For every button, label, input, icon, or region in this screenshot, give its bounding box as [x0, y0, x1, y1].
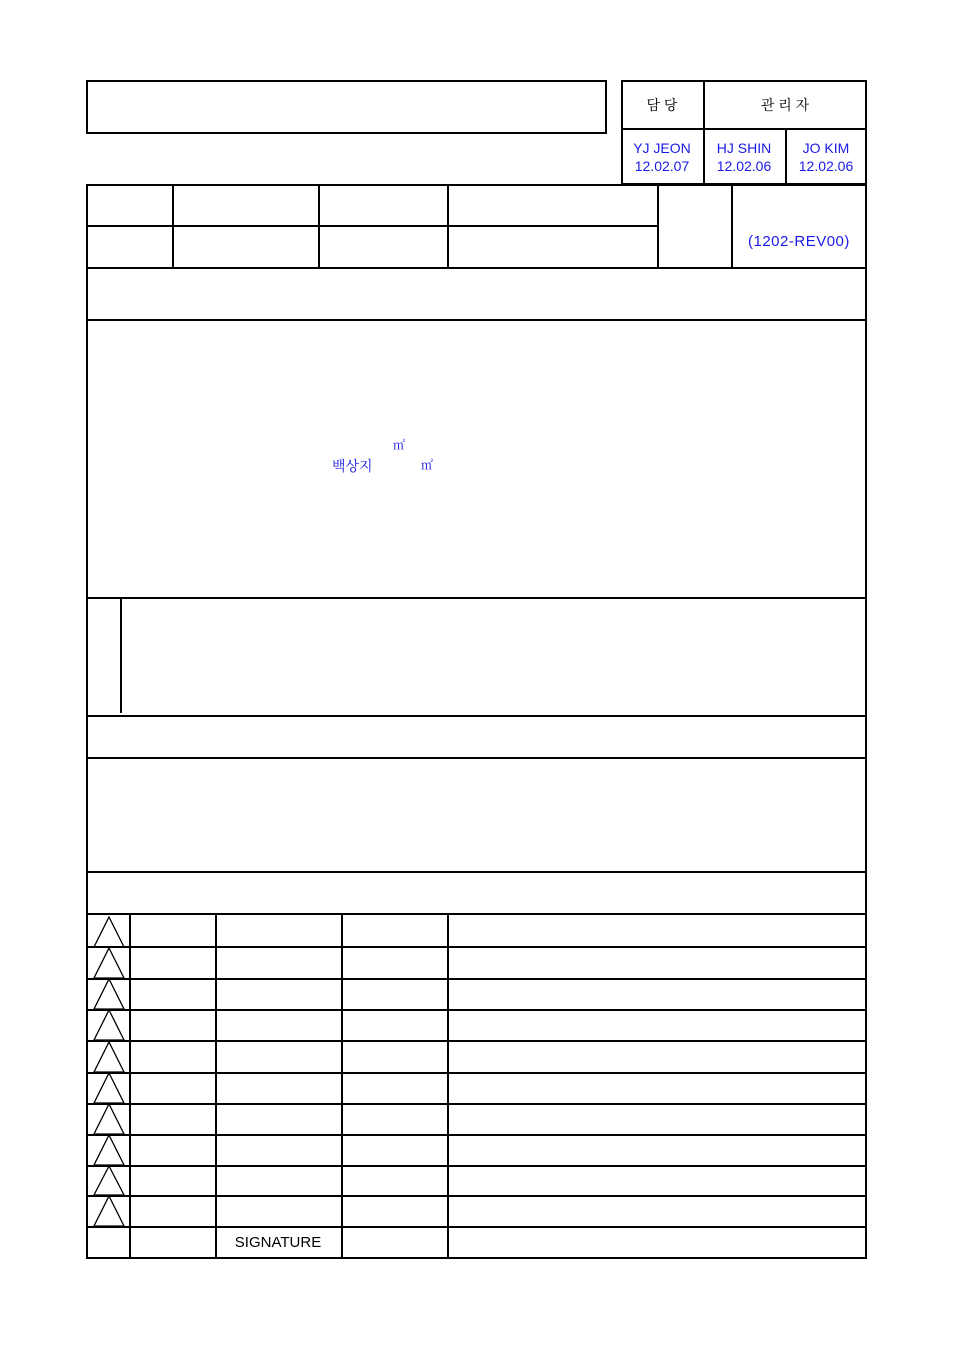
signature-label: SIGNATURE — [234, 1234, 322, 1251]
approval-staff-header: 담 당 — [646, 97, 678, 113]
approval-manager-header: 관 리 자 — [760, 97, 810, 113]
signer-3-name: JO KIM — [802, 140, 850, 156]
unit-sqm-1: ㎡ — [393, 438, 406, 452]
revision-triangle-icon — [92, 915, 126, 948]
revision-triangle-icon — [92, 977, 126, 1010]
signer-1-date: 12.02.07 — [634, 158, 690, 174]
subject-bar-divider — [86, 319, 867, 321]
revision-triangle-icon — [92, 1008, 126, 1041]
revision-triangle-icon — [92, 1102, 126, 1135]
main-form — [86, 184, 867, 1259]
approval-block — [621, 80, 867, 185]
signer-2-name: HJ SHIN — [716, 140, 772, 156]
revision-triangle-icon — [92, 1133, 126, 1166]
notes-side-divider — [120, 597, 122, 713]
signer-1-name: YJ JEON — [633, 140, 691, 156]
revision-triangle-icon — [92, 1164, 126, 1196]
material-name: 백상지 — [332, 458, 373, 474]
signer-2-date: 12.02.06 — [716, 158, 772, 174]
document-title-box — [86, 80, 607, 134]
revision-triangle-icon — [92, 1040, 126, 1073]
revision-code: (1202-REV00) — [748, 233, 850, 250]
unit-sqm-2: ㎡ — [421, 458, 434, 472]
revision-triangle-icon — [92, 1194, 126, 1227]
signer-3-date: 12.02.06 — [798, 158, 854, 174]
revision-triangle-icon — [92, 1071, 126, 1104]
revision-triangle-icon — [92, 946, 126, 979]
